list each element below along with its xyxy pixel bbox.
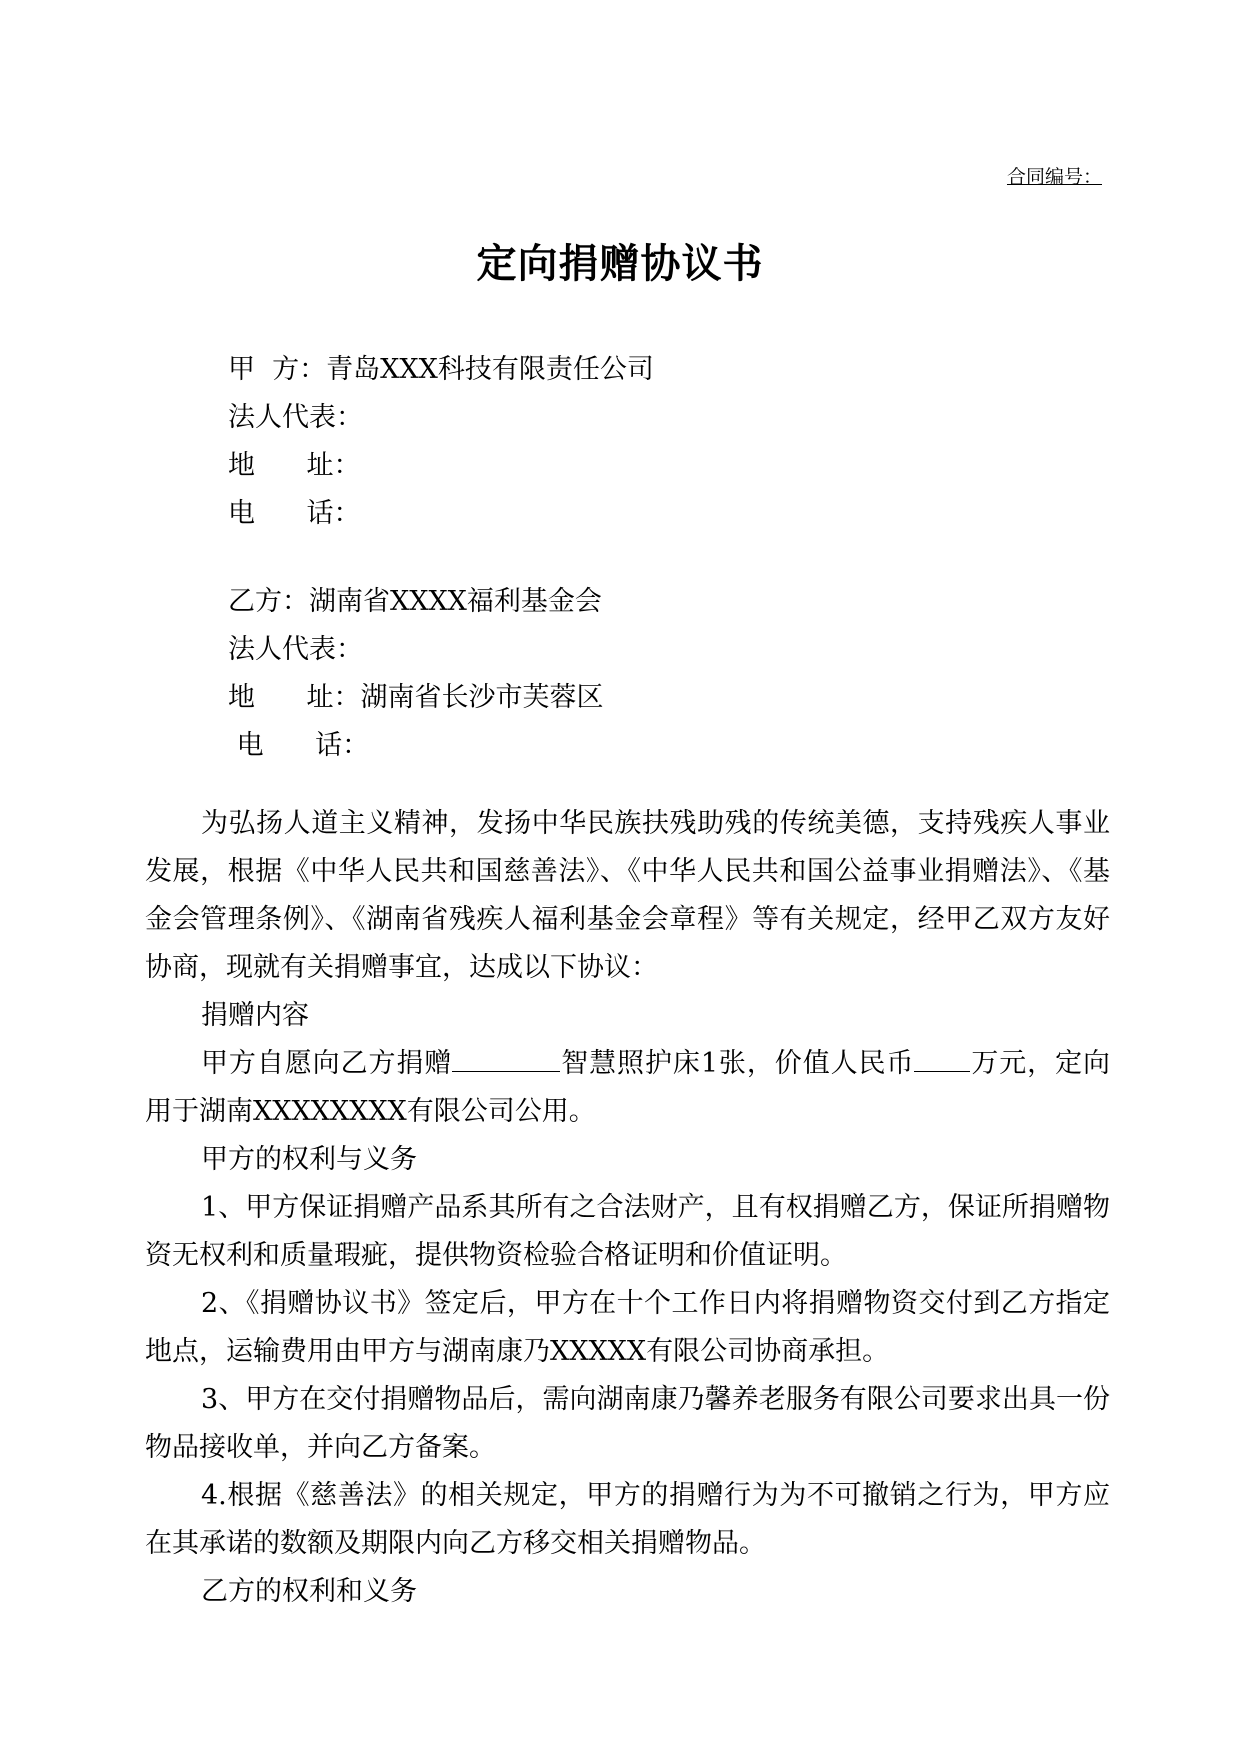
party-b-address: 地 址：湖南省长沙市芙蓉区 [228, 682, 604, 713]
party-a-rights-heading: 甲方的权利与义务 [201, 1144, 417, 1175]
donation-text-part1: 甲方自愿向乙方捐赠 [201, 1048, 453, 1079]
party-b-info [228, 578, 604, 770]
party-b-phone: 电 话： [228, 730, 370, 761]
party-b-legal-rep: 法人代表： [228, 634, 363, 665]
party-a-phone: 电 话： [228, 498, 361, 529]
party-a-rights-item: 1、甲方保证捐赠产品系其所有之合法财产，且有权捐赠乙方，保证所捐赠物资无权利和质量瑕疵，提供物资检验合格证明和价值证明。 [145, 1192, 1110, 1271]
donation-item-blank [452, 1041, 560, 1072]
contract-number-label: 合同编号： [1006, 166, 1102, 188]
party-b-rights-heading: 乙方的权利和义务 [201, 1576, 417, 1607]
party-a-address: 地 址： [228, 450, 361, 481]
donation-text-part3: 万元，定向用于湖南XXXXXXXX有限公司公用。 [145, 1048, 1110, 1127]
party-a-name: 甲 方：青岛XXX科技有限责任公司 [228, 354, 654, 385]
party-a-rights-item: 3、甲方在交付捐赠物品后，需向湖南康乃馨养老服务有限公司要求出具一份物品接收单，并向乙方备案。 [145, 1384, 1110, 1463]
donation-content-heading: 捐赠内容 [201, 1000, 309, 1031]
party-a-legal-rep: 法人代表： [228, 402, 363, 433]
donation-content-paragraph [145, 1040, 1110, 1136]
party-a-info [228, 346, 654, 538]
donation-value-blank [914, 1041, 970, 1072]
intro-paragraph: 为弘扬人道主义精神，发扬中华民族扶残助残的传统美德，支持残疾人事业发展，根据《中华人民共和国慈善法》、《中华人民共和国公益事业捐赠法》、《基金会管理条例》、《湖南省残疾人福利基金会章程》等有关规定，经甲乙双方友好协商，现就有关捐赠事宜，达成以下协议： [145, 808, 1110, 983]
party-a-rights-item: 4.根据《慈善法》的相关规定，甲方的捐赠行为为不可撤销之行为，甲方应在其承诺的数额及期限内向乙方移交相关捐赠物品。 [145, 1480, 1110, 1559]
donation-text-part2: 智慧照护床1张，价值人民币 [560, 1048, 915, 1079]
document-title: 定向捐赠协议书 [476, 240, 764, 287]
agreement-body [145, 800, 1110, 1616]
party-a-rights-item: 2、《捐赠协议书》签定后，甲方在十个工作日内将捐赠物资交付到乙方指定地点，运输费用由甲方与湖南康乃XXXXX有限公司协商承担。 [145, 1288, 1110, 1367]
party-b-name: 乙方：湖南省XXXX福利基金会 [228, 586, 602, 617]
